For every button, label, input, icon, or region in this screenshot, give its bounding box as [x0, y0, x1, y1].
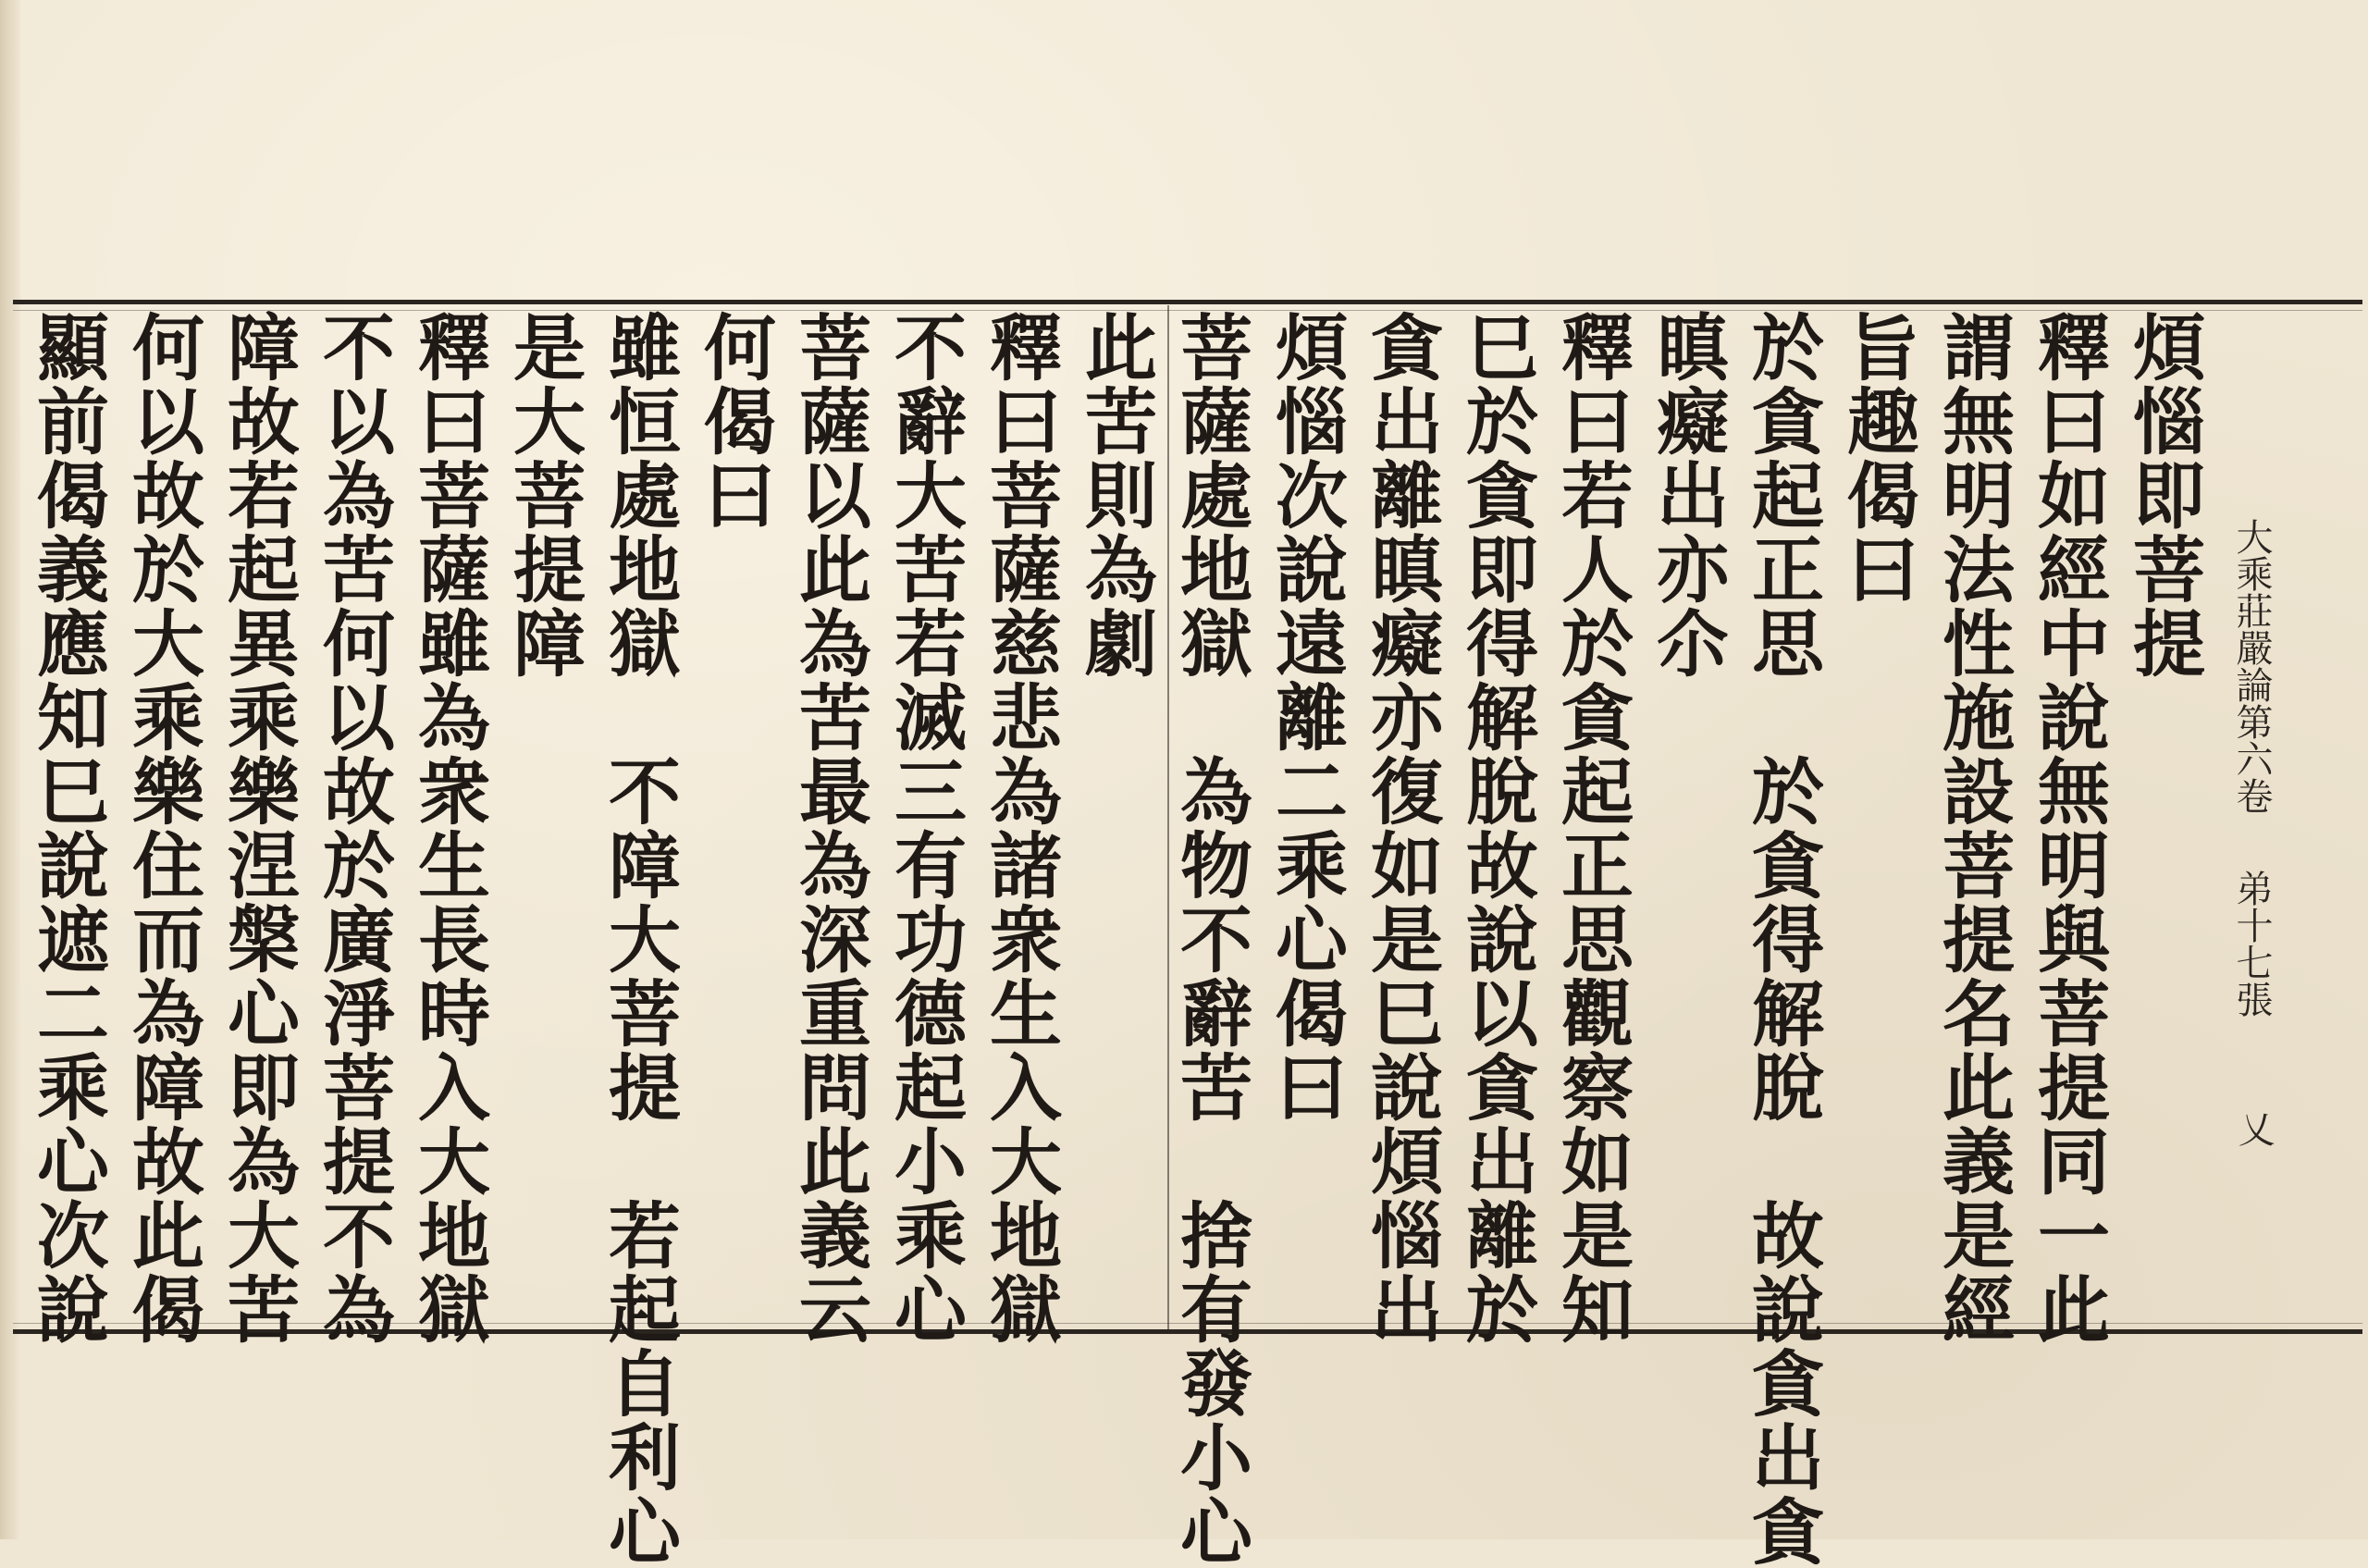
text-column: 顯前偈義應知巳說遮二乘心次說: [25, 310, 109, 1346]
text-column: 此苦則為劇: [1073, 310, 1157, 680]
text-column: 不以為苦何以故於廣淨菩提不為: [311, 310, 395, 1346]
text-column: 菩薩以此為苦最為深重問此義云: [787, 310, 871, 1346]
text-column: 瞋癡出亦尒: [1645, 310, 1729, 680]
margin-page-number: 弟十七張: [2230, 870, 2273, 1018]
text-column: 是大菩提障: [501, 310, 586, 680]
margin-book-title: 大乘莊嚴論第六卷: [2230, 518, 2273, 814]
text-column: 障故若起異乘樂涅槃心即為大苦: [216, 310, 300, 1346]
text-column: 煩惱次說遠離二乘心偈曰: [1264, 310, 1348, 1124]
text-column: 釋曰菩薩慈悲為諸衆生入大地獄: [978, 310, 1062, 1346]
text-column: 釋曰如經中說無明與菩提同一此: [2026, 310, 2110, 1346]
text-column: 菩薩處地獄 為物不辭苦 捨有發小心: [1168, 310, 1252, 1568]
text-column: 貪出離瞋癡亦復如是巳說煩惱出: [1359, 310, 1443, 1346]
text-columns: [25, 310, 2211, 1568]
text-column: 何偈曰: [692, 310, 776, 532]
text-column: 何以故於大乘樂住而為障故此偈: [120, 310, 204, 1346]
text-column: 不辭大苦若滅三有功德起小乘心: [882, 310, 967, 1346]
text-column: 釋曰若人於貪起正思觀察如是知: [1549, 310, 1634, 1346]
text-column: 巳於貪即得解脫故說以貪出離於: [1454, 310, 1538, 1346]
text-column: 旨趣偈曰: [1835, 310, 1919, 606]
text-column: 雖恒處地獄 不障大菩提 若起自利心: [597, 310, 681, 1568]
margin-mark: 乂: [2232, 1110, 2275, 1147]
text-column: 釋曰菩薩雖為衆生長時入大地獄: [406, 310, 490, 1346]
text-column: 於貪起正思 於貪得解脫 故說貪出貪: [1740, 310, 1824, 1568]
text-column: 煩惱即菩提: [2121, 310, 2205, 680]
text-column: 謂無明法性施設菩提名此義是經: [1930, 310, 2015, 1346]
